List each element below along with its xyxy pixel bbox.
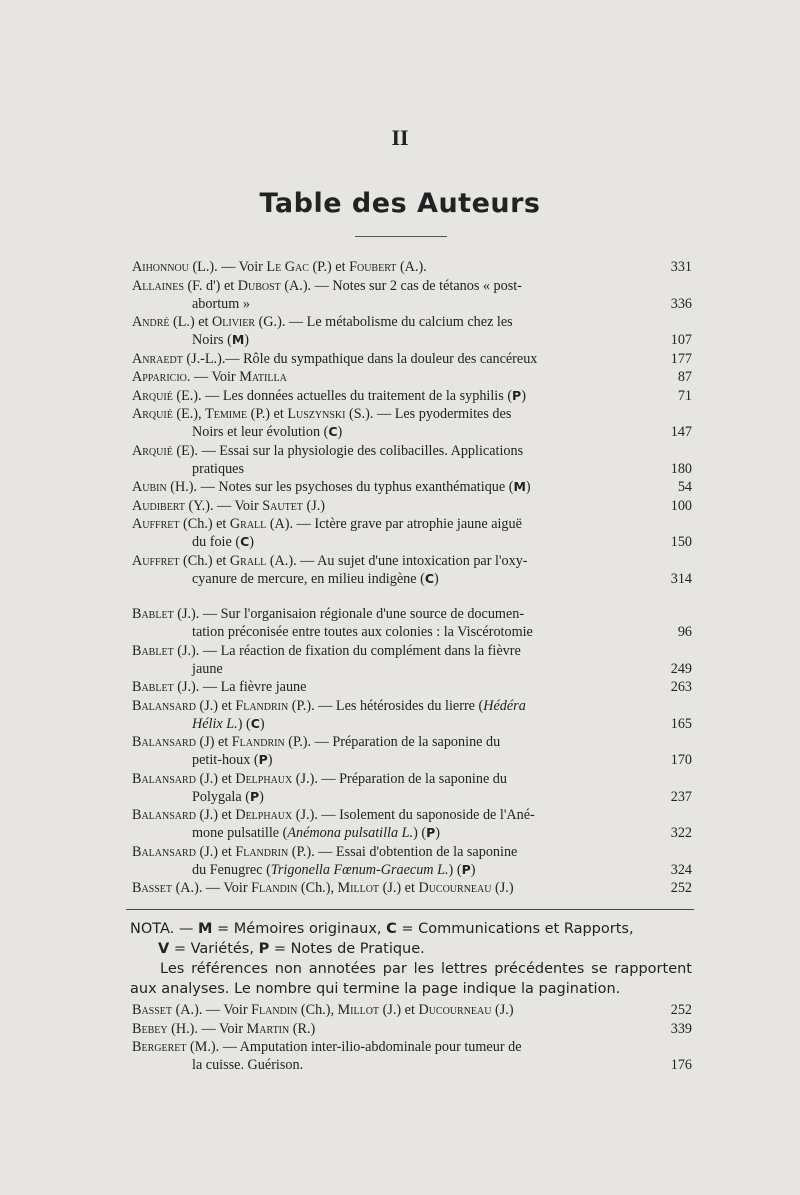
index-entry [132,697,692,733]
entry-continuation [132,570,656,588]
entry-line [132,258,656,276]
entry-line [132,1001,656,1019]
author-name: Arquié [132,406,173,422]
entry-line [132,497,656,515]
entry-line [132,442,656,460]
entry-line [132,1038,656,1056]
author-name: Balansard [132,807,196,823]
nota-m-text: = Mémoires originaux, [212,921,387,937]
entry-text: (S.). — Les pyodermites des [345,406,512,422]
entry-cont-text [192,534,254,550]
entry-cont-text [192,296,250,312]
entry-line [132,552,656,570]
cont-text: abortum » [192,295,250,312]
author-name: Foubert [349,259,397,275]
cont-text: tation préconisée entre toutes aux colonies : la Viscérotomie [192,624,533,640]
entry-line [132,642,656,660]
author-name: Audibert [132,497,185,514]
author-name: Basset [132,1002,173,1018]
nota-label: NOTA. [130,921,175,937]
cont-text: cyanure de mercure, en milieu indigène [192,570,417,587]
page-ref: 314 [670,570,692,587]
entry-head [132,498,325,514]
entry-text: (P.). — Préparation de la saponine du [284,734,501,750]
author-name: Auffret [132,552,180,569]
entry-cont-text [192,716,265,732]
author-name: Flandin [251,1002,298,1018]
page-ref: 96 [677,624,692,640]
author-name: Delphaux [235,770,293,787]
cont-text: la cuisse. Guérison. [192,1057,304,1073]
entry-line [132,387,656,405]
entry-continuation [132,788,656,806]
page-ref: 177 [670,350,692,367]
entry-code-letter: P [426,825,436,840]
entry-continuation [132,1056,656,1074]
nota-line-1 [130,919,692,939]
entry-continuation [132,824,656,842]
entry-text: (J.) et [195,770,236,787]
entry-text: (J.) [491,880,514,896]
index-entry [132,806,692,842]
entry-head [132,479,531,495]
entry-code: (P) [241,788,264,805]
entry-head [132,679,306,695]
entry-text: (R.) [289,1020,316,1037]
nota-v-text: = Variétés, [169,941,259,957]
page-ref: 252 [670,1002,692,1018]
index-entry [132,552,692,588]
author-name: Temime [205,406,248,422]
entry-text: (G.). — Le métabolisme du calcium chez les [255,314,513,330]
nota-dash: — [174,921,198,937]
author-name: Arquié [132,387,173,404]
index-entry [132,258,692,276]
entry-text: (F. d') et [183,277,238,294]
entry-line [132,770,656,788]
author-name: Basset [132,880,173,896]
entry-code-letter: P [258,752,268,767]
entry-text: (J.). — Isolement du saponoside de l'Ané- [292,807,535,823]
entry-code: (C) [320,424,343,440]
page-ref: 252 [670,880,692,896]
entry-text: (Ch.), [297,1002,338,1018]
author-name: Balansard [132,734,196,750]
entry-text: (P.) et [308,259,350,275]
cont-text: du Fenugrec ( [192,861,271,878]
nota-c-code: C [386,921,397,937]
author-index [132,258,692,1075]
nota-m-code: M [197,921,213,937]
entry-text: (E). — Essai sur la physiologie des colibacilles. Applications [172,442,524,459]
entry-text: (A.). — Au sujet d'une intoxication par l'oxy- [266,552,528,569]
entry-text: (P.). — Les hétérosides du lierre ( [288,697,484,714]
page-ref: 249 [670,660,692,677]
entry-code: (P) [417,825,441,841]
nota-paragraph: Les références non annotées par les lettres précédentes se rapportent aux analyses. Le nombre qui termine la page indique la pagination. [130,961,692,997]
cont-text: Noirs et leur évolution [192,424,321,440]
author-name: Apparicio [132,369,187,385]
page-ref: 147 [670,424,692,440]
title-rule [355,236,447,237]
page-ref: 71 [677,387,692,404]
author-name: Sautet [262,497,303,514]
cont-text: petit-houx [192,752,251,768]
entry-continuation [132,533,656,551]
index-entry [132,515,692,551]
page-ref: 87 [677,369,692,385]
index-entry [132,1001,692,1019]
entry-cont-text [192,789,264,805]
entry-cont-text [192,1057,303,1073]
entry-cont-text [192,661,223,677]
entry-continuation [132,861,656,879]
author-name: Millot [337,880,380,896]
entry-head [132,369,287,385]
page-ref: 324 [670,861,692,878]
page-ref: 180 [670,460,692,477]
entries-group-b [132,605,692,897]
entry-line [132,605,656,623]
index-entry [132,733,692,769]
nota-line-2 [130,939,692,959]
author-name: Anraedt [132,350,183,367]
index-entry [132,605,692,641]
entry-text: (J.) et [379,1002,419,1018]
entry-line [132,350,656,368]
entry-code: (C) [242,715,265,732]
entry-line [132,405,656,423]
page-ref: 263 [670,679,692,695]
entry-text: (J.). — La réaction de fixation du complément dans la fièvre [173,642,521,659]
entry-continuation [132,623,656,641]
entry-text: (A.). — Voir [172,880,252,896]
index-entry [132,405,692,441]
entry-cont-text [192,461,244,477]
entry-text: (A.). — Notes sur 2 cas de tétanos « post- [280,277,522,294]
entry-italic: Hédéra [483,697,526,714]
entries-group-c [132,1001,692,1074]
index-entry [132,879,692,897]
page-ref: 100 [670,497,692,514]
entry-text: (J.) et [195,697,236,714]
entry-head [132,388,526,404]
author-name: Flandrin [235,843,289,860]
page-ref: 107 [670,332,692,348]
entry-code: (C) [231,534,254,550]
entry-text: (P.). — Essai d'obtention de la saponine [288,843,518,860]
entry-code-letter: C [328,424,338,439]
author-name: Auffret [132,516,180,532]
nota-block [130,909,692,999]
index-entry [132,313,692,349]
entry-code: (P) [503,387,526,404]
entry-text: (J.). — La fièvre jaune [173,679,307,695]
index-entry [132,478,692,496]
entry-code: (P) [453,861,476,878]
nota-p-code: P [258,941,270,957]
author-name: Aubin [132,479,167,495]
entry-text: (J.-L.).— Rôle du sympathique dans la douleur des cancéreux [182,350,538,367]
group-gap [132,588,692,605]
author-name: Balansard [132,697,196,714]
cont-text: mone pulsatille ( [192,825,288,841]
entry-code-letter: M [231,332,245,347]
entry-text: (H.). — Notes sur les psychoses du typhus exanthématique [166,479,506,495]
entry-code: (P) [250,752,273,768]
entry-cont-text [192,825,440,841]
entry-continuation [132,660,656,678]
entry-text: (J.) [491,1002,514,1018]
page-ref: 331 [670,259,692,275]
entry-text: (M.). — Amputation inter-ilio-abdominale pour tumeur de [186,1039,522,1055]
entry-text: (Ch.) et [179,516,230,532]
nota-p-text: = Notes de Pratique. [269,941,425,957]
cont-after: ) [448,861,454,878]
entry-text: (A.). — Voir [172,1002,252,1018]
entry-text: (Ch.), [297,880,338,896]
index-entry [132,442,692,478]
entry-continuation [132,423,656,441]
entry-continuation [132,751,656,769]
entry-text: (J.) et [195,807,236,823]
author-name: Matilla [239,369,287,385]
entry-cont-text [192,424,342,440]
entry-text: (J.) et [379,880,419,896]
cont-text: pratiques [192,460,245,477]
entry-line [132,277,656,295]
cont-text: Polygala [192,788,242,805]
author-name: Allaines [132,277,184,294]
author-name: Luszynski [287,406,346,422]
entry-line [132,806,656,824]
index-entry [132,770,692,806]
author-name: Aihonnou [132,259,189,275]
entry-cont-text [192,571,439,587]
nota-c-text: = Communications et Rapports, [396,921,634,937]
entry-line [132,843,656,861]
index-entry [132,387,692,405]
index-entry [132,1020,692,1038]
entry-line [132,1020,656,1038]
entry-line [132,733,656,751]
author-name: Flandin [251,880,298,896]
author-name: Olivier [212,314,256,330]
cont-italic: Trigonella Fœnum-Graecum L. [270,861,449,878]
author-name: Arquié [132,442,173,459]
entry-cont-text [192,624,533,640]
index-entry [132,368,692,386]
author-name: Millot [337,1002,380,1018]
author-name: Bergeret [132,1039,187,1055]
author-name: Balansard [132,770,196,787]
entry-text: (L.). — Voir [188,259,267,275]
entries-group-a [132,258,692,588]
author-name: Bablet [132,679,174,695]
page-number: II [391,125,409,150]
entry-code-letter: P [249,788,260,804]
entry-text: (A). — Ictère grave par atrophie jaune aiguë [266,516,522,532]
entry-cont-text [192,332,249,348]
entry-code: (M) [223,332,249,348]
entry-continuation [132,460,656,478]
entry-text: (J) et [195,734,232,750]
entry-continuation [132,295,656,313]
page-ref: 165 [670,715,692,732]
entry-line [132,478,656,496]
entry-code-letter: M [513,479,526,494]
cont-after: ) [237,715,243,732]
entry-text: (E.). — Les données actuelles du traitement de la syphilis [172,387,504,404]
page-ref: 54 [677,479,692,495]
entry-text: (H.). — Voir [167,1020,247,1037]
index-entry [132,497,692,515]
index-entry [132,843,692,879]
entry-cont-text [192,752,273,768]
entry-text: (J.) et [195,843,236,860]
author-name: André [132,314,170,330]
entry-text: . — Voir [186,369,240,385]
entry-line [132,515,656,533]
entry-text: (P.) et [247,406,288,422]
entry-text: (J.). — Préparation de la saponine du [292,770,507,787]
entry-text: (E.), [172,406,206,422]
entry-line [132,697,656,715]
entry-head [132,1021,315,1037]
entry-text: (J.). — Sur l'organisaion régionale d'une source de documen- [173,606,525,622]
entry-code-letter: C [250,715,260,731]
entry-head [132,351,537,367]
page-title: Table des Auteurs [259,188,541,219]
cont-text: jaune [192,660,223,677]
entry-code: (C) [416,570,439,587]
author-name: Flandrin [231,734,285,750]
cont-text: du foie [192,534,232,550]
author-name: Bablet [132,606,174,622]
page-ref: 170 [670,752,692,768]
index-entry [132,678,692,696]
author-name: Ducourneau [418,1002,492,1018]
entry-continuation [132,331,656,349]
entry-code: (M) [505,479,531,495]
entry-code-letter: P [461,861,471,877]
entry-head [132,880,514,896]
cont-after: ) [413,825,418,841]
entry-text: (Ch.) et [179,552,230,569]
author-name: Le Gac [266,259,309,275]
page-ref: 237 [670,788,692,805]
author-name: Grall [229,552,267,569]
cont-italic: Hélix L. [192,715,238,732]
cont-text: Noirs [192,332,224,348]
author-name: Flandrin [235,697,289,714]
entry-head [132,1002,514,1018]
index-entry [132,277,692,313]
entry-code-letter: P [512,387,522,403]
entry-continuation [132,715,656,733]
page-ref: 336 [670,295,692,312]
page-ref: 339 [670,1020,692,1037]
page-ref: 150 [670,534,692,550]
author-name: Grall [229,516,267,532]
page-ref: 322 [670,825,692,841]
author-name: Bablet [132,642,174,659]
author-name: Martin [246,1020,290,1037]
page-ref: 176 [670,1057,692,1073]
nota-rule [126,909,694,910]
nota-v-code: V [158,941,170,957]
entry-code-letter: C [240,534,250,549]
entry-cont-text [192,862,475,878]
entry-line [132,879,656,897]
author-name: Balansard [132,843,196,860]
cont-italic: Anémona pulsatilla L. [287,825,414,841]
entry-text: (A.). [396,259,427,275]
entry-text: (Y.). — Voir [184,497,263,514]
entry-code-letter: C [424,570,435,586]
entry-line [132,313,656,331]
index-entry [132,1038,692,1074]
author-name: Delphaux [235,807,293,823]
index-entry [132,642,692,678]
entry-text: (L.) et [169,314,213,330]
entry-head [132,259,427,275]
author-name: Ducourneau [418,880,492,896]
entry-line [132,368,656,386]
author-name: Bebey [132,1020,168,1037]
entry-text: (J.) [302,497,325,514]
index-entry [132,350,692,368]
entry-line [132,678,656,696]
author-name: Dubost [237,277,281,294]
